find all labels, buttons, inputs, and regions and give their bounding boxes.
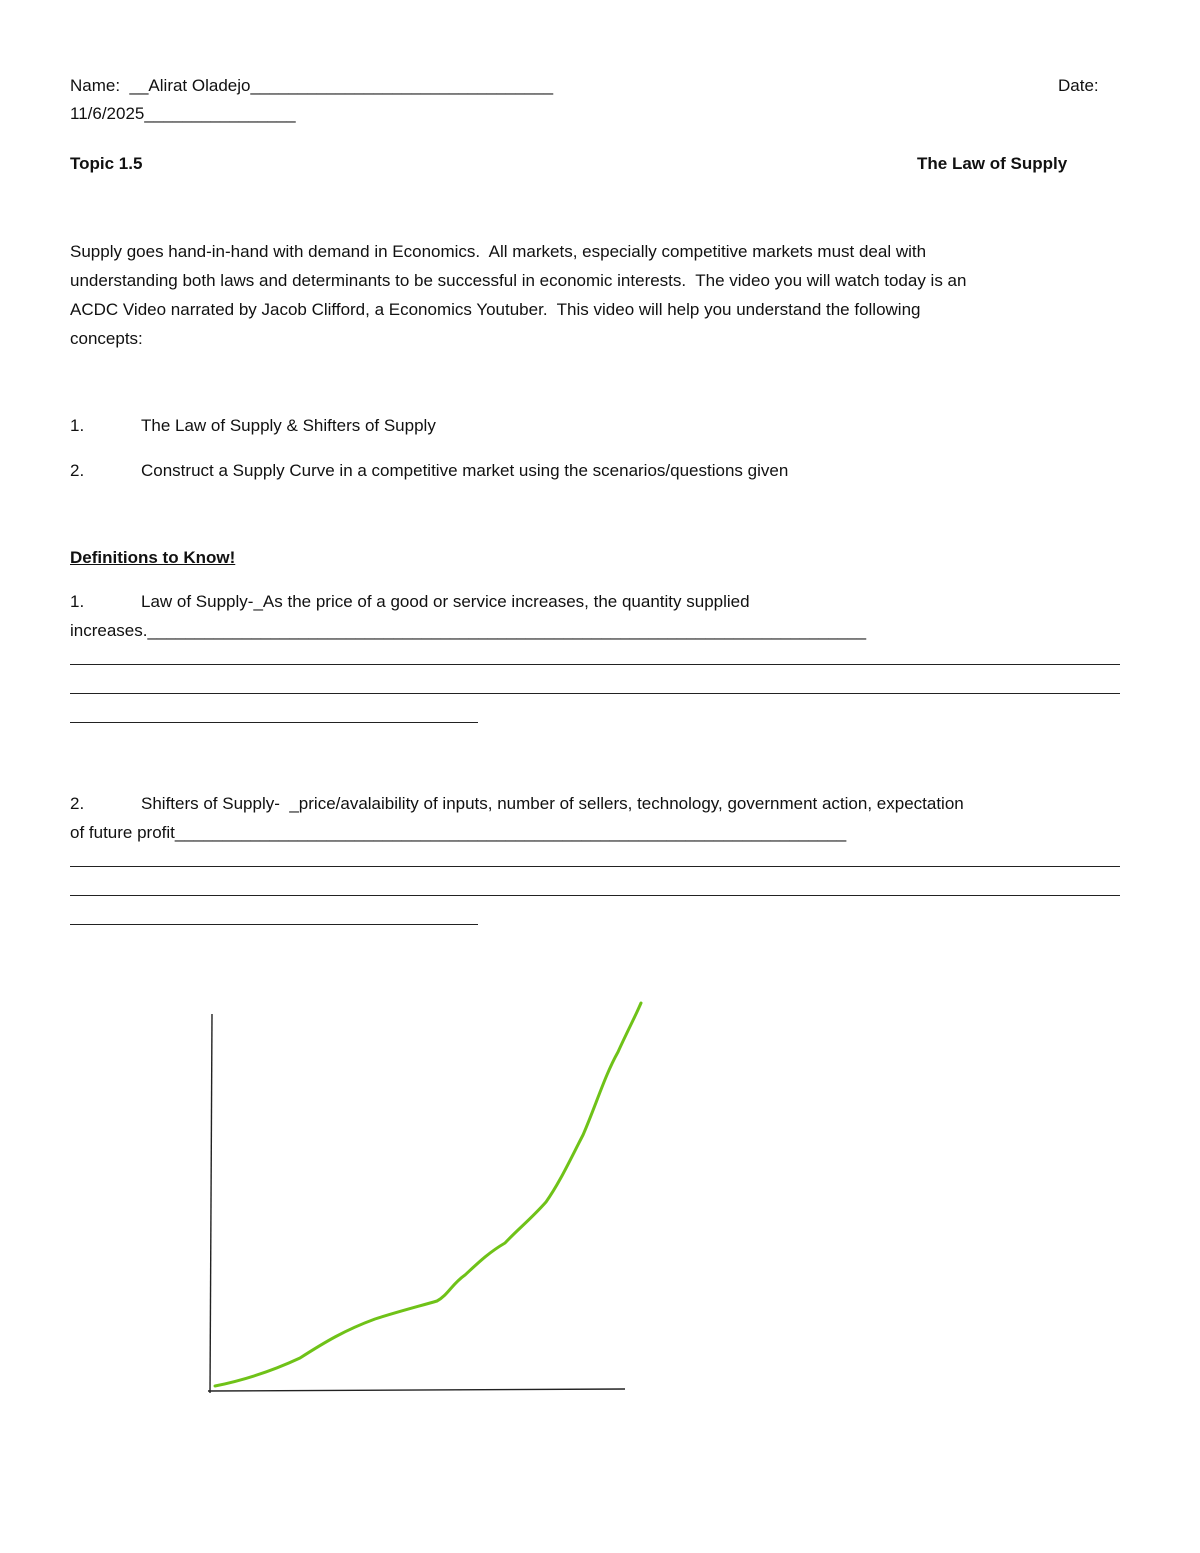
definition-1-number: 1. bbox=[70, 592, 85, 611]
concept-1-text: The Law of Supply & Shifters of Supply bbox=[141, 416, 436, 435]
x-axis bbox=[208, 1389, 625, 1391]
definition-2-continuation: of future profit_______________________________________________________________________ bbox=[70, 823, 847, 842]
concept-2-number: 2. bbox=[70, 461, 85, 480]
concept-2-text: Construct a Supply Curve in a competitive market using the scenarios/questions given bbox=[141, 461, 789, 480]
date-label: Date: bbox=[1058, 76, 1099, 95]
definition-1-continuation: increases.____________________________________________________________________________ bbox=[70, 621, 867, 640]
date-value: 11/6/2025________________ bbox=[70, 104, 296, 123]
intro-line-4: concepts: bbox=[70, 329, 143, 348]
definition-1-text: Law of Supply-_As the price of a good or service increases, the quantity supplied bbox=[141, 592, 750, 611]
concept-1-number: 1. bbox=[70, 416, 85, 435]
definitions-heading: Definitions to Know! bbox=[70, 548, 236, 567]
definition-2-number: 2. bbox=[70, 794, 85, 813]
intro-line-1: Supply goes hand-in-hand with demand in Economics. All markets, especially competitive markets must deal with bbox=[70, 242, 927, 261]
supply-curve bbox=[215, 1003, 641, 1386]
definition-2-text: Shifters of Supply- _price/avalaibility of inputs, number of sellers, technology, government action, expectation bbox=[141, 794, 964, 813]
topic-label: Topic 1.5 bbox=[70, 154, 143, 173]
intro-line-3: ACDC Video narrated by Jacob Clifford, a Economics Youtuber. This video will help you understand the following bbox=[70, 300, 921, 319]
intro-line-2: understanding both laws and determinants to be successful in economic interests. The video you will watch today is an bbox=[70, 271, 967, 290]
y-axis bbox=[210, 1014, 212, 1393]
page-title: The Law of Supply bbox=[917, 154, 1068, 173]
name-line: Name: __Alirat Oladejo________________________________ bbox=[70, 76, 554, 95]
